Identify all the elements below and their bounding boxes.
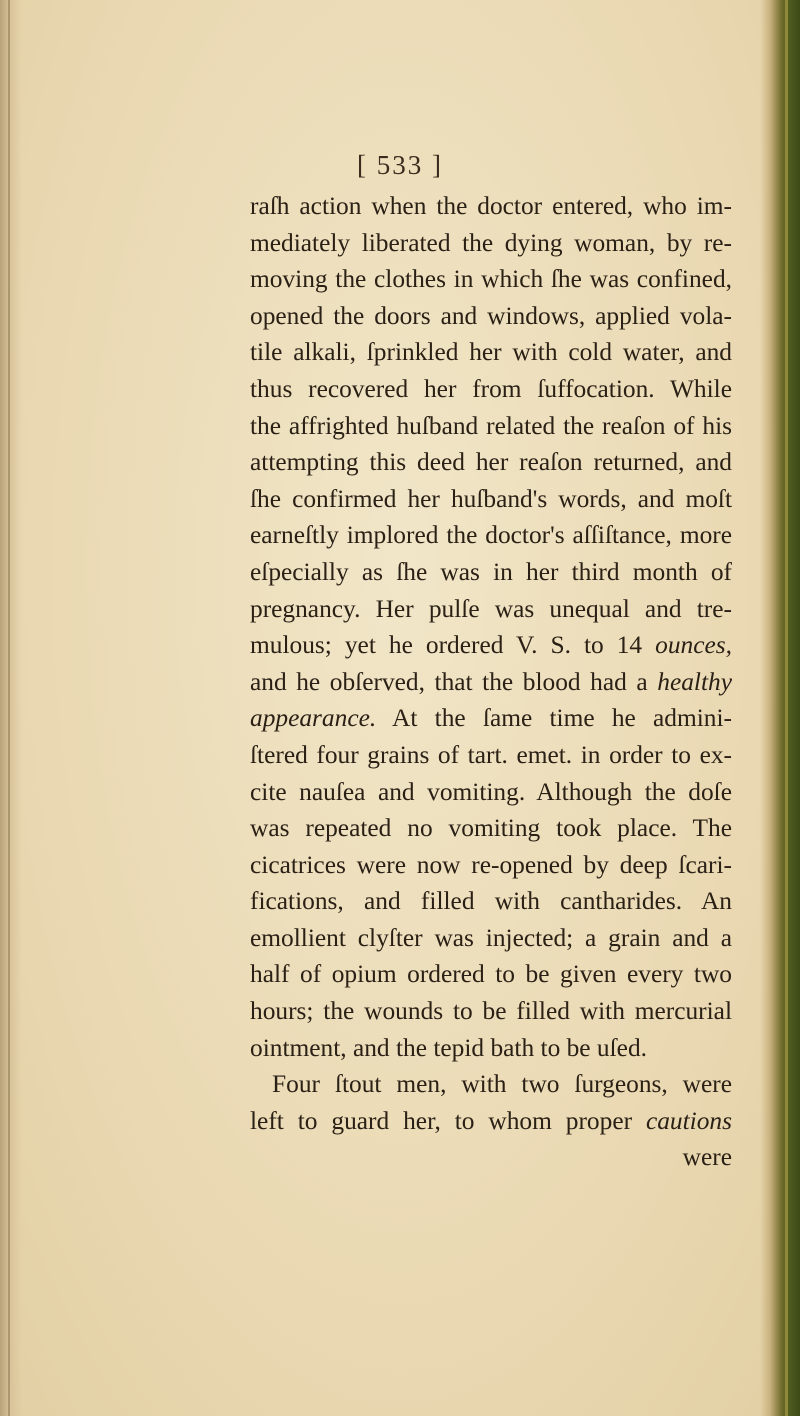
text-line: mediately liberated the dying woman, by re- — [250, 228, 732, 257]
text-line — [250, 664, 732, 701]
text-line — [250, 1103, 732, 1140]
text-line: pregnancy. Her pulſe was unequal and tre- — [250, 594, 732, 623]
page-number-header: [ 533 ] — [357, 150, 443, 180]
text-line: fications, and filled with cantharides. An — [250, 887, 732, 916]
italic-word: ounces, — [655, 631, 732, 660]
text-line — [250, 627, 732, 664]
text-line: ſhe confirmed her huſband's words, and moſt — [250, 484, 732, 513]
text-line: ſtered four grains of tart. emet. in order to ex- — [250, 740, 732, 769]
text-segment: mulous; yet he ordered V. S. to 14 — [250, 631, 656, 660]
binding-crease — [8, 0, 10, 1416]
text-segment: At the ſame time he admini- — [376, 704, 732, 733]
text-line: earneſtly implored the doctor's aſſiſtance, more — [250, 521, 732, 550]
text-line: thus recovered her from ſuffocation. While — [250, 374, 732, 403]
text-line: ointment, and the tepid bath to be uſed. — [250, 1033, 647, 1062]
text-line: eſpecially as ſhe was in her third month of — [250, 557, 732, 586]
text-line: the affrighted huſband related the reaſon of his — [250, 411, 732, 440]
text-line: raſh action when the doctor entered, who im- — [250, 192, 732, 220]
page-edge-stripe — [785, 0, 788, 1416]
italic-word: cautions — [645, 1106, 732, 1135]
text-line — [250, 700, 732, 737]
text-line: opened the doors and windows, applied vola- — [250, 301, 732, 330]
text-segment: left to guard her, to whom proper — [250, 1106, 646, 1135]
catchword: were — [682, 1143, 732, 1172]
text-line: tile alkali, ſprinkled her with cold water, and — [250, 338, 732, 367]
text-line: emollient clyſter was injected; a grain and a — [250, 923, 732, 952]
binding-shadow — [0, 0, 22, 1416]
text-line: attempting this deed her reaſon returned, and — [250, 448, 732, 477]
text-line: cicatrices were now re-opened by deep ſcari- — [250, 850, 732, 879]
text-line: half of opium ordered to be given every two — [250, 960, 732, 989]
page-edge-right — [760, 0, 800, 1416]
text-segment: and he obſerved, that the blood had a — [250, 667, 658, 696]
text-line: was repeated no vomiting took place. The — [250, 814, 732, 843]
italic-word: healthy — [657, 667, 732, 696]
text-line: hours; the wounds to be filled with mercurial — [250, 997, 732, 1026]
body-text — [250, 188, 732, 1176]
italic-word: appearance. — [250, 704, 377, 733]
text-line: cite nauſea and vomiting. Although the doſe — [250, 777, 732, 806]
text-line: moving the clothes in which ſhe was confined, — [250, 265, 732, 294]
text-line: Four ſtout men, with two ſurgeons, were — [272, 1070, 732, 1099]
